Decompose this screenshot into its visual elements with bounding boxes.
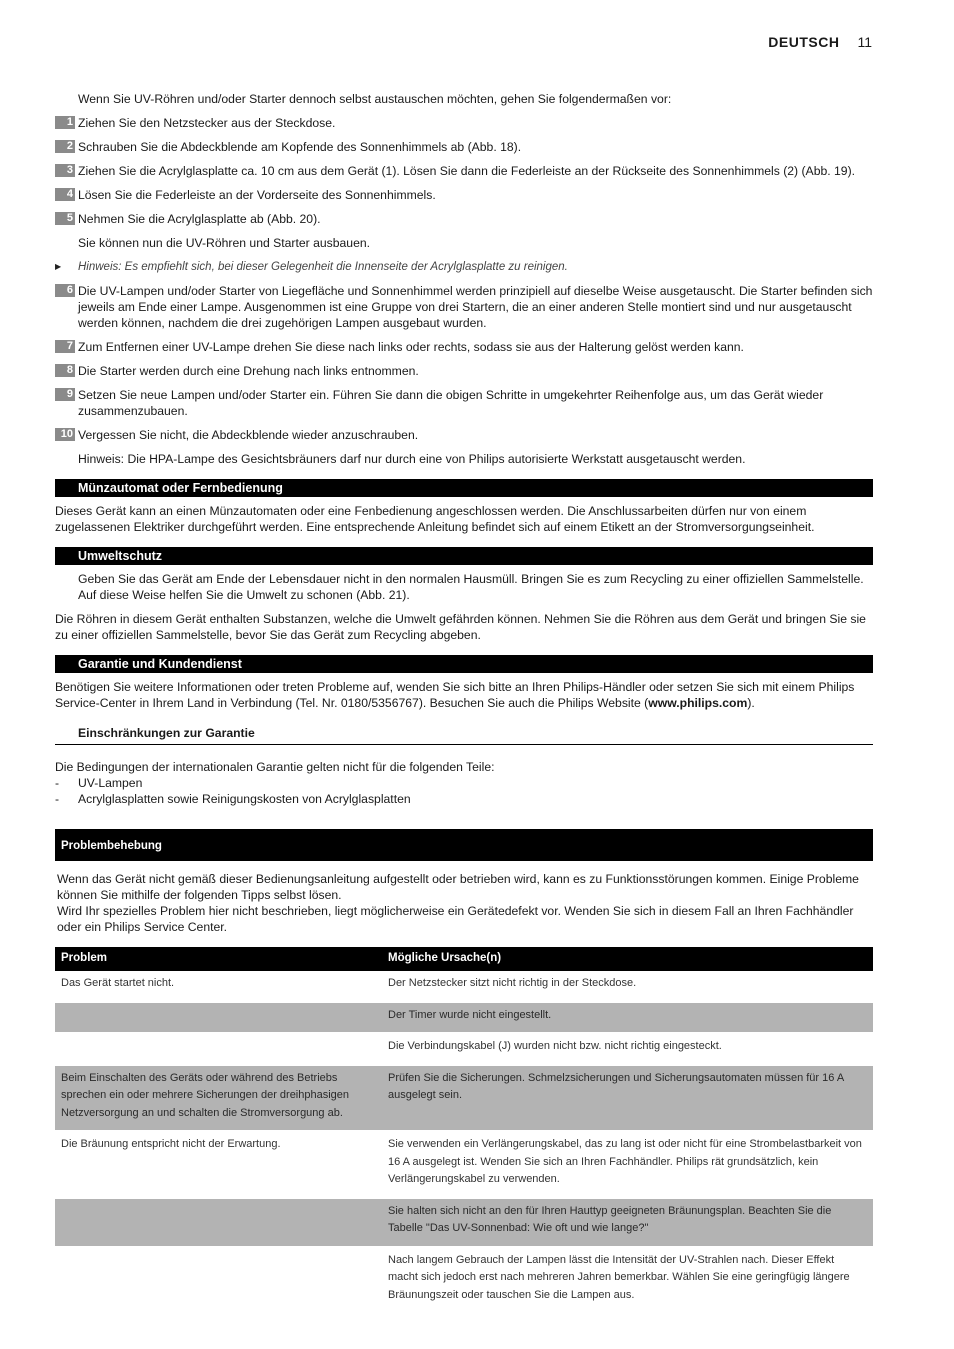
step-text: Ziehen Sie die Acrylglasplatte ca. 10 cm aus dem Gerät (1). Lösen Sie dann die Federleiste an der Rückseite des Sonnenhimmels (2) (Abb. 19). — [78, 164, 856, 178]
step-number: 5 — [55, 212, 75, 225]
step-text: Zum Entfernen einer UV-Lampe drehen Sie diese nach links oder rechts, sodass sie aus der Halterung gelöst werden kann. — [78, 340, 744, 354]
hint-acryl — [55, 259, 873, 275]
cause-cell: Sie verwenden ein Verlängerungskabel, das zu lang ist oder nicht für eine Strombelastbarkeit von 16 A ausgelegt ist. Wenden Sie sich an Ihren Fachhändler. Philips rät grundsätzlich, kein Verlängerungskabel zu verwenden. — [382, 1131, 873, 1198]
problem-cell: Die Bräunung entspricht nicht der Erwartung. — [55, 1131, 382, 1198]
list-item: - UV-Lampen — [55, 776, 143, 790]
step-number: 3 — [55, 164, 75, 177]
warranty-limits-intro: Die Bedingungen der internationalen Garantie gelten nicht für die folgenden Teile: — [55, 760, 495, 774]
warranty-text — [55, 679, 873, 711]
table-row — [55, 1065, 873, 1132]
troubleshooting-table — [55, 947, 873, 1314]
environment-text-2: Die Röhren in diesem Gerät enthalten Substanzen, welche die Umwelt gefährden können. Nehmen Sie die Röhren aus dem Gerät und bringen Sie sie zu einer offiziellen Sammelstelle, bevor Sie das Gerät zum Recycling abgeben. — [55, 612, 866, 642]
list-item-text: Acrylglasplatten sowie Reinigungskosten von Acrylglasplatten — [78, 792, 411, 806]
step-text: Die UV-Lampen und/oder Starter von Liegefläche und Sonnenhimmel werden prinzipiell auf dieselbe Weise ausgetauscht. Die Starter befinden sich jeweils am Ende einer Lampe. Ausgenommen ist eine Gruppe von drei Startern, die an einer anderen Stelle montiert sind und nur ausgetauscht werden können, nachdem die drei zugehörigen Lampen ausgebaut wurden. — [78, 284, 873, 330]
step-text: Die Starter werden durch eine Drehung nach links entnommen. — [78, 364, 419, 378]
step-10 — [55, 427, 873, 443]
table-row — [55, 1033, 873, 1065]
problem-cell — [55, 1002, 382, 1034]
page-content — [55, 91, 873, 1314]
table-row — [55, 1247, 873, 1314]
table-row — [55, 1002, 873, 1034]
step-1 — [55, 115, 873, 131]
step-9 — [55, 387, 873, 419]
philips-website-link[interactable]: www.philips.com — [648, 696, 748, 710]
step-number: 2 — [55, 140, 75, 153]
intro-text: Wenn Sie UV-Röhren und/oder Starter dennoch selbst austauschen möchten, gehen Sie folgendermaßen vor: — [78, 92, 672, 106]
step-number: 8 — [55, 364, 75, 377]
step-text: Lösen Sie die Federleiste an der Vorderseite des Sonnenhimmels. — [78, 188, 436, 202]
table-row — [55, 971, 873, 1002]
section-heading-troubleshooting: Problembehebung — [55, 829, 873, 861]
step-text: Setzen Sie neue Lampen und/oder Starter ein. Führen Sie dann die obigen Schritte in umgekehrter Reihenfolge aus, um das Gerät wieder zusammenzubauen. — [78, 388, 824, 418]
problem-cell — [55, 1247, 382, 1314]
list-item-text: UV-Lampen — [78, 776, 143, 790]
cause-cell: Der Timer wurde nicht eingestellt. — [382, 1002, 873, 1034]
step-8 — [55, 363, 873, 379]
step-number: 6 — [55, 284, 75, 297]
section-heading-warranty: Garantie und Kundendienst — [55, 655, 873, 673]
step-text: Ziehen Sie den Netzstecker aus der Steckdose. — [78, 116, 336, 130]
troubleshooting-intro-1: Wenn das Gerät nicht gemäß dieser Bedienungsanleitung aufgestellt oder betrieben wird, kann es zu Funktionsstörungen kommen. Einige Probleme können Sie mithilfe der folgenden Tipps selbst lösen. — [57, 872, 859, 902]
page-number: 11 — [857, 34, 872, 50]
environment-text-1: Geben Sie das Gerät am Ende der Lebensdauer nicht in den normalen Hausmüll. Bringen Sie es zum Recycling zu einer offiziellen Sammelstelle. Auf diese Weise helfen Sie die Umwelt zu schonen (Abb. 21). — [78, 572, 864, 602]
language-label: DEUTSCH — [768, 34, 840, 50]
hpa-note: Hinweis: Die HPA-Lampe des Gesichtsbräuners darf nur durch eine von Philips autorisierte Werkstatt ausgetauscht werden. — [78, 452, 746, 466]
warranty-text-before: Benötigen Sie weitere Informationen oder treten Probleme auf, wenden Sie sich bitte an Ihren Philips-Händler oder setzen Sie sich mit einem Philips Service-Center in Ihrem Land in Verbindung (Tel. Nr. 0180/5356767). Besuchen Sie auch die Philips Website ( — [55, 680, 855, 710]
step-text: Vergessen Sie nicht, die Abdeckblende wieder anzuschrauben. — [78, 428, 419, 442]
column-header-problem: Problem — [55, 947, 382, 971]
coin-text: Dieses Gerät kann an einen Münzautomaten oder eine Fenbedienung angeschlossen werden. Die Anschlussarbeiten dürfen nur von einem zugelassenen Elektriker durchgeführt werden. Eine entsprechende Anleitung befindet sich auf einem Etikett an der Stromversorgungseinheit. — [55, 504, 815, 534]
step-6 — [55, 283, 873, 331]
problem-cell — [55, 1033, 382, 1065]
page-header — [768, 34, 872, 50]
table-row — [55, 1198, 873, 1247]
warranty-limits-heading: Einschränkungen zur Garantie — [55, 725, 873, 745]
hint-text: Hinweis: Es empfiehlt sich, bei dieser Gelegenheit die Innenseite der Acrylglasplatte zu reinigen. — [78, 261, 568, 273]
cause-cell: Die Verbindungskabel (J) wurden nicht bzw. nicht richtig eingesteckt. — [382, 1033, 873, 1065]
step-4 — [55, 187, 873, 203]
table-row — [55, 1131, 873, 1198]
section-heading-environment: Umweltschutz — [55, 547, 873, 565]
warranty-text-after: ). — [747, 696, 755, 710]
cause-cell: Prüfen Sie die Sicherungen. Schmelzsicherungen und Sicherungsautomaten müssen für 16 A ausgelegt sein. — [382, 1065, 873, 1132]
cause-cell: Sie halten sich nicht an den für Ihren Hauttyp geeigneten Bräunungsplan. Beachten Sie die Tabelle "Das UV-Sonnenbad: Wie oft und wie lange?" — [382, 1198, 873, 1247]
step-number: 1 — [55, 116, 75, 129]
troubleshooting-intro — [55, 871, 873, 935]
troubleshooting-intro-2: Wird Ihr spezielles Problem hier nicht beschrieben, liegt möglicherweise ein Gerätedefekt vor. Wenden Sie sich in diesem Fall an Ihren Fachhändler oder ein Philips Service Center. — [57, 904, 854, 934]
problem-cell: Das Gerät startet nicht. — [55, 971, 382, 1002]
step-5 — [55, 211, 873, 227]
step-number: 10 — [55, 428, 75, 441]
cause-cell: Der Netzstecker sitzt nicht richtig in der Steckdose. — [382, 971, 873, 1002]
list-item: - Acrylglasplatten sowie Reinigungskosten von Acrylglasplatten — [55, 792, 411, 806]
step-2 — [55, 139, 873, 155]
step-number: 9 — [55, 388, 75, 401]
step-3 — [55, 163, 873, 179]
section-heading-coin: Münzautomat oder Fernbedienung — [55, 479, 873, 497]
problem-cell: Beim Einschalten des Geräts oder während des Betriebs sprechen ein oder mehrere Sicherungen der dreihphasigen Netzversorgung an und schalten die Stromversorgung ab. — [55, 1065, 382, 1132]
step-number: 7 — [55, 340, 75, 353]
problem-cell — [55, 1198, 382, 1247]
cause-cell: Nach langem Gebrauch der Lampen lässt die Intensität der UV-Strahlen nach. Dieser Effekt macht sich jedoch erst nach mehreren Jahren bemerkbar. Wählen Sie eine geringfügig längere Bräunungszeit oder tauschen Sie die Lampen aus. — [382, 1247, 873, 1314]
step-number: 4 — [55, 188, 75, 201]
after-step-text: Sie können nun die UV-Röhren und Starter ausbauen. — [78, 236, 371, 250]
table-header-row — [55, 947, 873, 971]
step-7 — [55, 339, 873, 355]
step-text: Nehmen Sie die Acrylglasplatte ab (Abb. 20). — [78, 212, 321, 226]
triangle-right-icon: ▶ — [55, 262, 62, 271]
step-text: Schrauben Sie die Abdeckblende am Kopfende des Sonnenhimmels ab (Abb. 18). — [78, 140, 522, 154]
column-header-cause: Mögliche Ursache(n) — [382, 947, 873, 971]
